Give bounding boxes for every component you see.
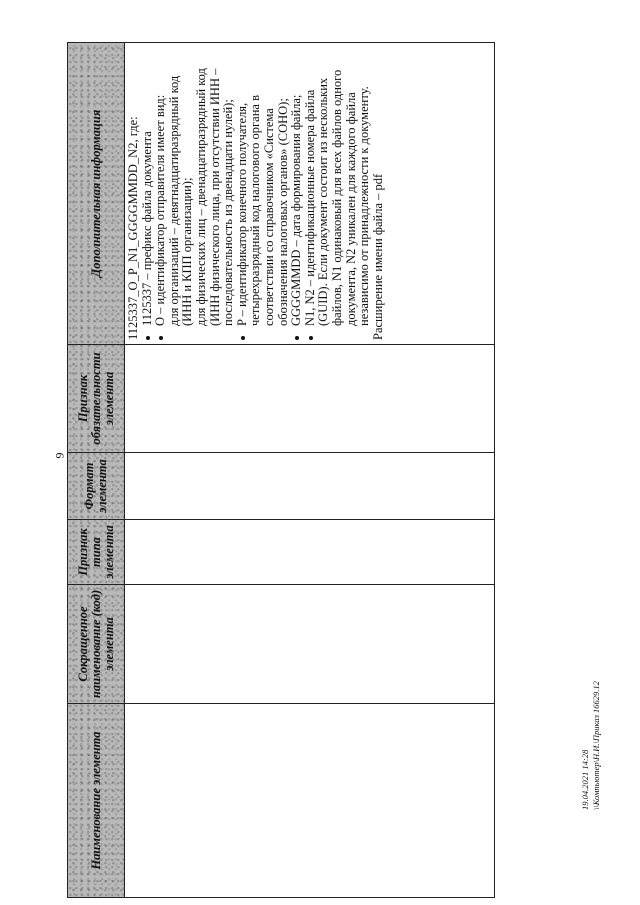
- list-item: • N1, N2 – идентификационные номера файла (GUID). Если документ состоит из нескольких файлов, N1 одинаковый для всех файлов одного документа, N2 уникален для каждого файла независимо от принадлежности к документу.: [304, 47, 372, 326]
- header-element-required: Признак обязательности элемента: [68, 345, 125, 453]
- cell-element-code: [125, 585, 495, 704]
- header-element-code: Сокращенное наименование (код) элемента: [68, 585, 125, 704]
- filename-pattern: 1125337_O_P_N1_GGGGMMDD_N2, где:: [126, 116, 140, 340]
- elements-table: [67, 42, 495, 898]
- header-element-type: Признак типа элемента: [68, 520, 125, 585]
- stamp-path: \\Компьютер\Н.И.\Приказ 16629.12: [591, 681, 601, 810]
- document-stamp: [580, 681, 602, 810]
- cell-element-required: [125, 345, 495, 453]
- filename-parts-list: [141, 47, 372, 340]
- list-item: • O – идентификатор отправителя имеет вид: для организаций – девятнадцатиразрядный код (ИНН и КПП организации); для физических лиц – двенадцатиразрядный код (ИНН физического лица, при отсутствии ИНН – последовательность из двенадцати нулей);: [154, 47, 236, 326]
- table-header-row: [68, 43, 125, 898]
- table-row: [125, 43, 495, 898]
- header-additional-info: Дополнительная информация: [68, 43, 125, 345]
- rotated-table-container: [67, 43, 495, 898]
- header-element-format: Формат элемента: [68, 453, 125, 520]
- cell-element-format: [125, 453, 495, 520]
- list-item: • GGGGMMDD – дата формирования файла;: [290, 47, 304, 326]
- cell-element-type: [125, 520, 495, 585]
- cell-additional-info: [125, 43, 495, 345]
- header-element-name: Наименование элемента: [68, 704, 125, 898]
- list-item: • 1125337 – префикс файла документа: [141, 47, 155, 326]
- page-number: 9: [52, 452, 67, 459]
- cell-element-name: [125, 704, 495, 898]
- list-item: • P – идентификатор конечного получателя, четырехразрядный код налогового органа в соответствии со справочником «Система обозначения налоговых органов» (СОНО);: [236, 47, 290, 326]
- stamp-date: 19.04.2021 14:28: [580, 749, 590, 810]
- file-extension-note: Расширение имени файла – pdf: [370, 173, 385, 340]
